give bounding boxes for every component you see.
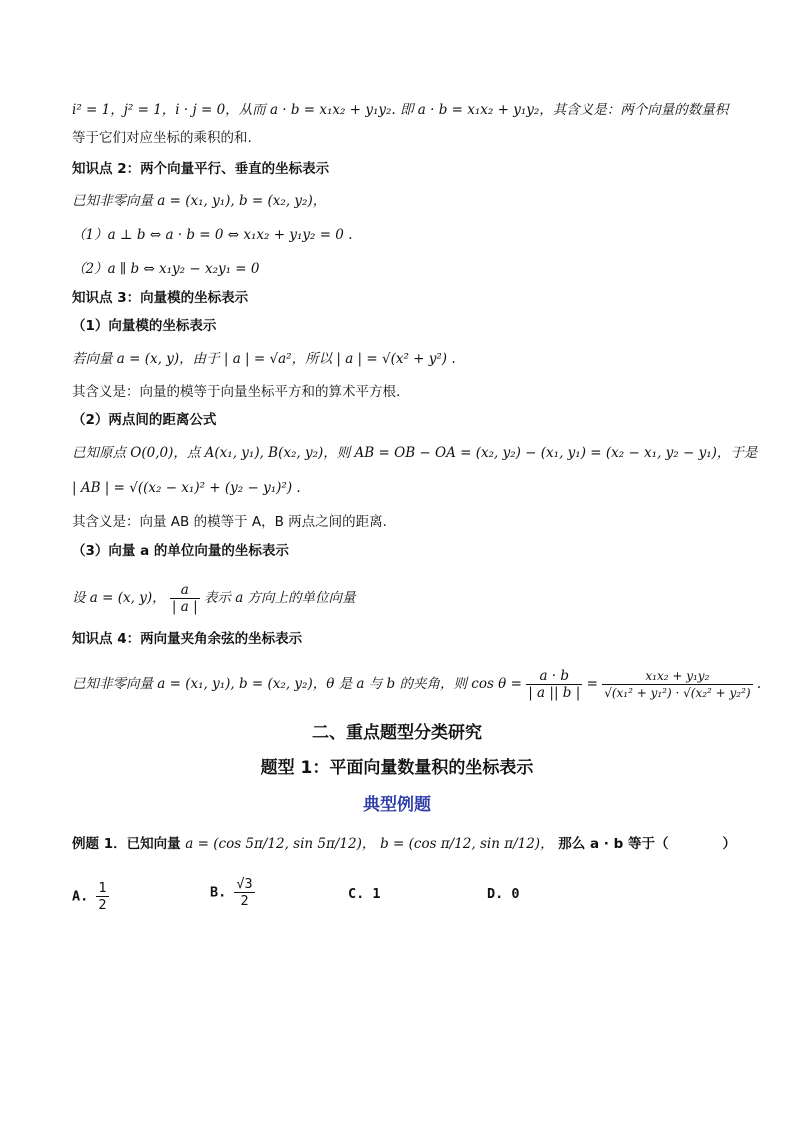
example-1 [72, 834, 736, 854]
cosine-fraction-2 [602, 668, 752, 701]
text-line-inner-products: i² = 1，j² = 1，i · j = 0，从而 a · b = x₁x₂ + y₁y₂. 即 a · b = x₁x₂ + y₁y₂，其含义是：两个向量的数量积 [72, 102, 729, 118]
cosine-fraction-1-numerator: a · b [526, 668, 582, 685]
k3-distance-meaning: 其含义是：向量 AB 的模等于 A，B 两点之间的距离. [72, 514, 387, 530]
option-d: D. 0 [487, 886, 520, 902]
example-1-label: 例题 1．已知向量 [72, 836, 181, 852]
cosine-fraction-2-numerator: x₁x₂ + y₁y₂ [602, 668, 752, 685]
cosine-fraction-2-denominator: √(x₁² + y₁²) · √(x₂² + y₂²) [604, 686, 751, 700]
unit-vector-suffix: 表示 a 方向上的单位向量 [203, 590, 356, 606]
unit-vector-fraction [170, 582, 200, 615]
text-line-meaning: 等于它们对应坐标的乘积的和. [72, 130, 252, 146]
example-1-question: 那么 a · b 等于（ ） [558, 836, 736, 852]
option-a-label: A. [72, 888, 89, 905]
knowledge-point-3-title: 知识点 3：向量模的坐标表示 [72, 290, 249, 306]
k2-parallel: （2）a ∥ b ⇔ x₁y₂ − x₂y₁ = 0 [72, 261, 260, 277]
example-1-vector-b: b = (cos π/12, sin π/12)， [380, 836, 554, 852]
k3-magnitude-meaning: 其含义是：向量的模等于向量坐标平方和的算术平方根. [72, 384, 401, 400]
section-heading: 二、重点题型分类研究 [312, 723, 482, 743]
option-a-fraction [96, 880, 108, 913]
k3-distance-result: | AB | = √((x₂ − x₁)² + (y₂ − y₁)²) . [72, 480, 301, 496]
option-b-denominator: 2 [240, 893, 249, 909]
cosine-equals: = [586, 676, 598, 692]
topic-heading: 题型 1：平面向量数量积的坐标表示 [260, 758, 534, 778]
k3-subtitle-1: （1）向量模的坐标表示 [72, 318, 217, 334]
option-a [72, 880, 109, 913]
k3-subtitle-3: （3）向量 a 的单位向量的坐标表示 [72, 543, 289, 559]
example-1-vector-a: a = (cos 5π/12, sin 5π/12)， [185, 836, 376, 852]
cosine-suffix: . [756, 676, 762, 692]
k3-unit-vector [72, 580, 356, 616]
unit-vector-denominator: | a | [171, 599, 198, 615]
option-b-numerator: √3 [236, 876, 253, 892]
option-b [210, 876, 255, 909]
knowledge-point-4-title: 知识点 4：两向量夹角余弦的坐标表示 [72, 631, 303, 647]
unit-vector-numerator: a [170, 582, 200, 599]
option-a-denominator: 2 [98, 897, 107, 913]
knowledge-point-2-title: 知识点 2：两个向量平行、垂直的坐标表示 [72, 161, 330, 177]
k2-given-vectors: 已知非零向量 a = (x₁, y₁), b = (x₂, y₂)， [72, 193, 327, 209]
option-b-label: B. [210, 884, 227, 901]
option-a-numerator: 1 [98, 880, 107, 896]
k3-subtitle-2: （2）两点间的距离公式 [72, 412, 217, 428]
k4-cosine-formula [72, 664, 761, 704]
cosine-prefix: 已知非零向量 a = (x₁, y₁), b = (x₂, y₂)，θ 是 a 与 b 的夹角，则 cos θ = [72, 676, 522, 692]
cosine-fraction-1 [526, 668, 582, 701]
k2-perpendicular: （1）a ⊥ b ⇔ a · b = 0 ⇔ x₁x₂ + y₁y₂ = 0 . [72, 227, 353, 243]
option-b-fraction [234, 876, 254, 909]
option-c: C. 1 [348, 886, 381, 902]
cosine-fraction-1-denominator: | a || b | [528, 685, 581, 701]
examples-heading: 典型例题 [363, 795, 431, 815]
k3-magnitude-formula: 若向量 a = (x, y)，由于 | a | = √a²，所以 | a | = √(x² + y²) . [72, 351, 456, 367]
unit-vector-prefix: 设 a = (x, y)， [72, 590, 166, 606]
k3-distance-formula: 已知原点 O(0,0)，点 A(x₁, y₁), B(x₂, y₂)，则 AB = OB − OA = (x₂, y₂) − (x₁, y₁) = (x₂ − x₁, y₂ − y₁)，于是 [72, 445, 758, 461]
